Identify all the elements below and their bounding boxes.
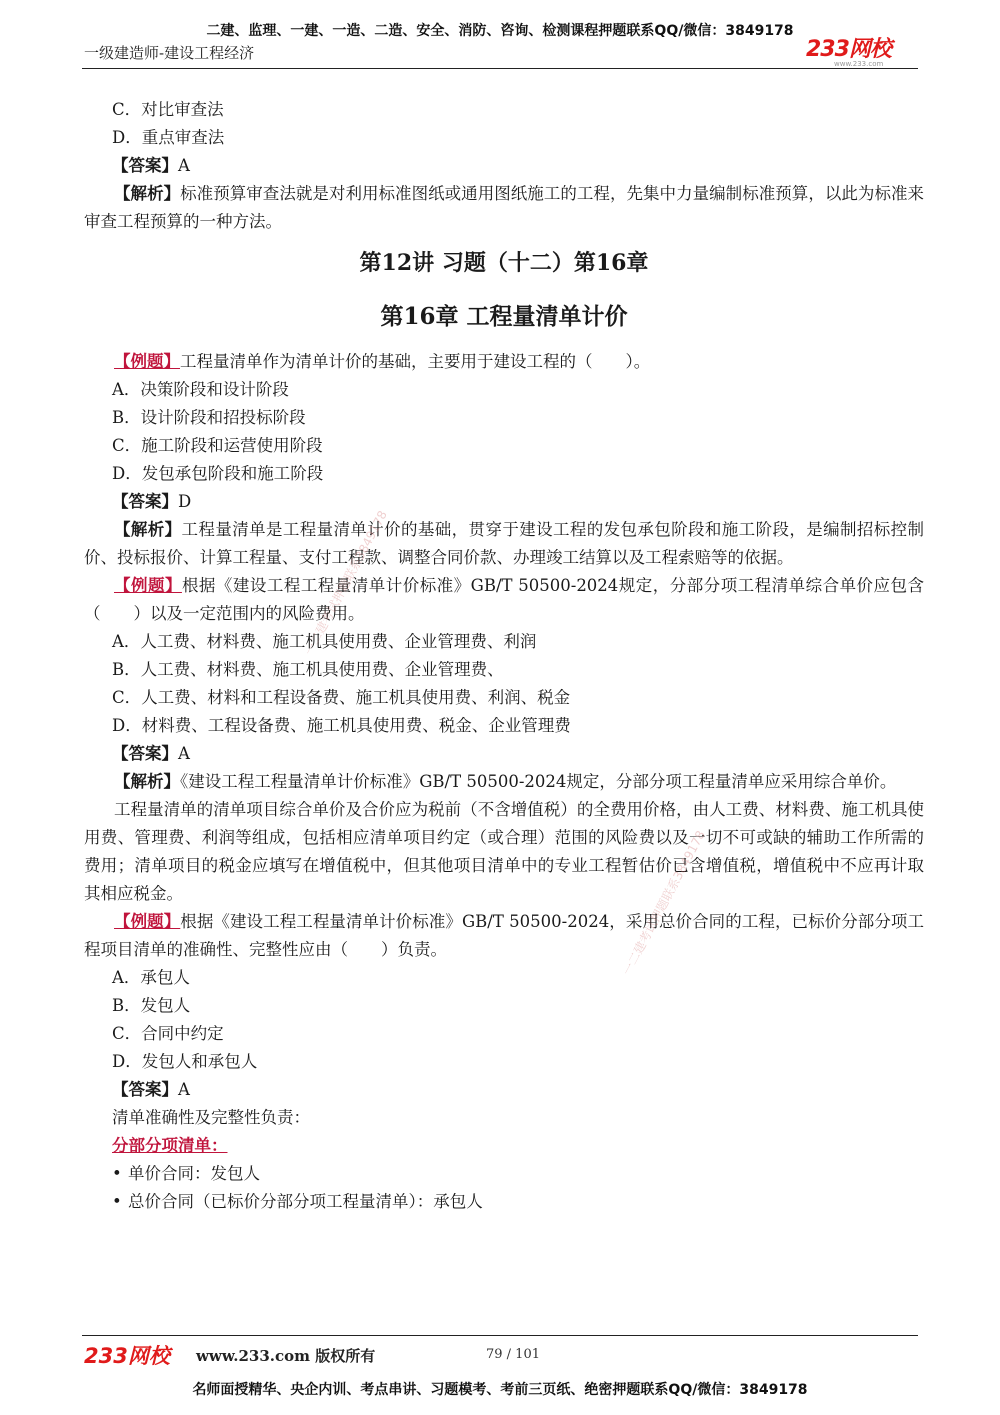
q2-analysis-detail: 工程量清单的清单项目综合单价及合价应为税前（不含增值税）的全费用价格，由人工费、材料费、施工机具使用费、管理费、利润等组成，包括相应清单项目约定（或合理）范围的风险费以及一切不可或缺的辅助工作所需的费用；清单项目的税金应填写在增值税中，但其他项目清单中的专业工程暂估价已含增值税，增值税中不应再计取其相应税金。 (84, 800, 924, 903)
header-divider (82, 68, 918, 69)
document-subtitle: 一级建造师-建设工程经济 (84, 44, 255, 62)
page-content (84, 96, 924, 1216)
footer-logo: 233网校 (84, 1344, 170, 1368)
answer-value: D (178, 492, 192, 511)
q3-stem (84, 908, 924, 964)
q1-answer (84, 488, 924, 516)
analysis-tag: 【解析】 (114, 520, 182, 539)
logo-url: www.233.com (834, 60, 884, 68)
chapter-title: 第16章 工程量清单计价 (380, 303, 628, 330)
watermark-text: 一二建考试押题联系3849178 (301, 508, 390, 658)
lecture-title: 第12讲 习题（十二）第16章 (359, 250, 649, 276)
q1-stem (84, 348, 924, 376)
prev-option-c: C．对比审查法 (112, 100, 224, 119)
q1-option-c: C．施工阶段和运营使用阶段 (112, 436, 323, 455)
example-tag: 【例题】 (114, 912, 181, 931)
q3-option-b: B．发包人 (112, 996, 191, 1015)
analysis-text: 标准预算审查法就是对利用标准图纸或通用图纸施工的工程，先集中力量编制标准预算，以此为标准来审查工程预算的一种方法。 (84, 184, 924, 231)
q3-option-a: A．承包人 (112, 968, 190, 987)
q2-answer (84, 740, 924, 768)
q2-analysis (84, 768, 924, 796)
q3-note: 清单准确性及完整性负责： (112, 1108, 310, 1127)
q3-bullet (84, 1160, 924, 1188)
answer-value: A (178, 744, 190, 763)
prev-answer (84, 152, 924, 180)
prev-analysis (84, 180, 924, 236)
footer-divider (82, 1335, 918, 1336)
question-text: 根据《建设工程工程量清单计价标准》GB/T 50500-2024规定，分部分项工程清单综合单价应包含（ ）以及一定范围内的风险费用。 (84, 576, 925, 623)
q2-option-c: C．人工费、材料和工程设备费、施工机具使用费、利润、税金 (112, 688, 571, 707)
answer-tag: 【答案】 (112, 744, 178, 763)
analysis-text: 《建设工程工程量清单计价标准》GB/T 50500-2024规定，分部分项工程量清单应采用综合单价。 (180, 772, 897, 791)
q3-answer (84, 1076, 924, 1104)
question-text: 工程量清单作为清单计价的基础，主要用于建设工程的（ ）。 (180, 352, 651, 371)
bullet-text: 总价合同（已标价分部分项工程量清单）：承包人 (128, 1192, 483, 1211)
answer-tag: 【答案】 (112, 492, 178, 511)
analysis-text: 工程量清单是工程量清单计价的基础，贯穿于建设工程的发包承包阶段和施工阶段，是编制招标控制价、投标报价、计算工程量、支付工程款、调整合同价款、办理竣工结算以及工程索赔等的依据。 (84, 520, 925, 567)
q1-option-d: D．发包承包阶段和施工阶段 (112, 464, 324, 483)
brand-logo (806, 32, 891, 68)
q1-option-a: A．决策阶段和设计阶段 (112, 380, 289, 399)
q3-option-c: C．合同中约定 (112, 1024, 224, 1043)
q2-option-d: D．材料费、工程设备费、施工机具使用费、税金、企业管理费 (112, 716, 571, 735)
question-text: 根据《建设工程工程量清单计价标准》GB/T 50500-2024，采用总价合同的工程，已标价分部分项工程项目清单的准确性、完整性应由（ ）负责。 (84, 912, 925, 959)
example-tag: 【例题】 (114, 576, 182, 595)
answer-value: A (178, 156, 190, 175)
footer-copyright: www.233.com 版权所有 (196, 1347, 376, 1365)
footer-promo-banner: 名师面授精华、央企内训、考点串讲、习题模考、考前三页纸、绝密押题联系QQ/微信：3849178 (192, 1382, 808, 1398)
bullet-text: 单价合同：发包人 (128, 1164, 260, 1183)
q2-option-a: A．人工费、材料费、施工机具使用费、企业管理费、利润 (112, 632, 537, 651)
sub-heading-text: 分部分项清单： (112, 1136, 228, 1155)
analysis-tag: 【解析】 (114, 772, 180, 791)
q3-option-d: D．发包人和承包人 (112, 1052, 258, 1071)
page-number: 79 / 101 (486, 1347, 540, 1362)
bullet-icon: • (112, 1164, 122, 1183)
q2-option-b: B．人工费、材料费、施工机具使用费、企业管理费、 (112, 660, 504, 679)
example-tag: 【例题】 (114, 352, 180, 371)
q1-option-b: B．设计阶段和招投标阶段 (112, 408, 306, 427)
q1-analysis (84, 516, 924, 572)
logo-mark: 233网校 (806, 37, 891, 62)
analysis-tag: 【解析】 (114, 184, 181, 203)
prev-option-d: D．重点审查法 (112, 128, 225, 147)
watermark-text: 一二建考试押题联系3849178 (619, 828, 708, 978)
answer-tag: 【答案】 (112, 1080, 178, 1099)
answer-tag: 【答案】 (112, 156, 178, 175)
bullet-icon: • (112, 1192, 122, 1211)
q3-bullet (84, 1188, 924, 1216)
q3-sub-heading (84, 1132, 924, 1160)
answer-value: A (178, 1080, 190, 1099)
header-promo-banner: 二建、监理、一建、一造、二造、安全、消防、咨询、检测课程押题联系QQ/微信：3849178 (206, 23, 794, 39)
q2-stem (84, 572, 924, 628)
